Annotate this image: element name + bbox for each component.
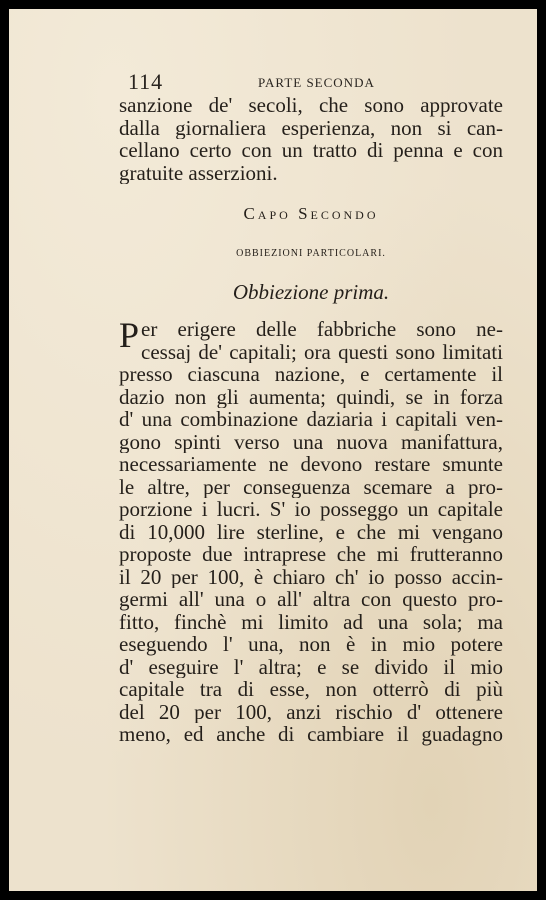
text-line: il 20 per 100, è chiaro ch' io posso accin- [119,565,503,588]
text-line: eseguendo l' una, non è in mio potere [119,633,503,656]
dropcap-letter: P [119,315,140,355]
dropcap-block [119,315,503,363]
section-title: Obbiezione prima. [232,280,390,304]
text-line: proposte due intraprese che mi frutteranno [119,543,503,566]
text-line: di 10,000 lire sterline, e che mi vengano [119,520,503,543]
text-line: del 20 per 100, anzi rischio d' ottenere [119,700,503,723]
text-line: fitto, finchè mi limito ad una sola; ma [119,610,503,633]
text-line: le altre, per conseguenza scemare a pro- [119,475,503,498]
top-paragraph [119,94,503,184]
text-line: germi all' una o all' altra con questo pro- [119,588,503,611]
text-line: porzione i lucri. S' io posseggo un capitale [119,498,503,521]
page-number: 114 [128,69,164,94]
body-paragraph [119,315,503,746]
text-line: presso ciascuna nazione, e certamente il [119,363,503,386]
text-line: er erigere delle fabbriche sono ne- [141,318,503,341]
text-line: dazio non gli aumenta; quindi, se in forza [119,385,503,408]
text-line: dalla giornaliera esperienza, non si can- [119,116,503,139]
running-head: PARTE SECONDA [258,75,375,90]
text-line: meno, ed anche di cambiare il guadagno [119,723,503,746]
chapter-subtitle: OBBIEZIONI PARTICOLARI. [236,248,386,259]
chapter-title: Capo Secondo [243,204,379,223]
text-line: cellano certo con un tratto di penna e con [119,139,503,162]
text-line: gono spinti verso una nuova manifattura, [119,430,503,453]
text-line: gratuite asserzioni. [119,161,278,184]
text-line: necessariamente ne devono restare smunte [119,453,503,476]
text-line: d' eseguire l' altra; e se divido il mio [119,655,503,678]
text-line: capitale tra di esse, non otterrò di più [119,678,503,701]
text-line: cessaj de' capitali; ora questi sono limitati [141,340,503,363]
text-line: d' una combinazione daziaria i capitali ven- [119,408,503,431]
text-line: sanzione de' secoli, che sono approvate [119,94,503,117]
